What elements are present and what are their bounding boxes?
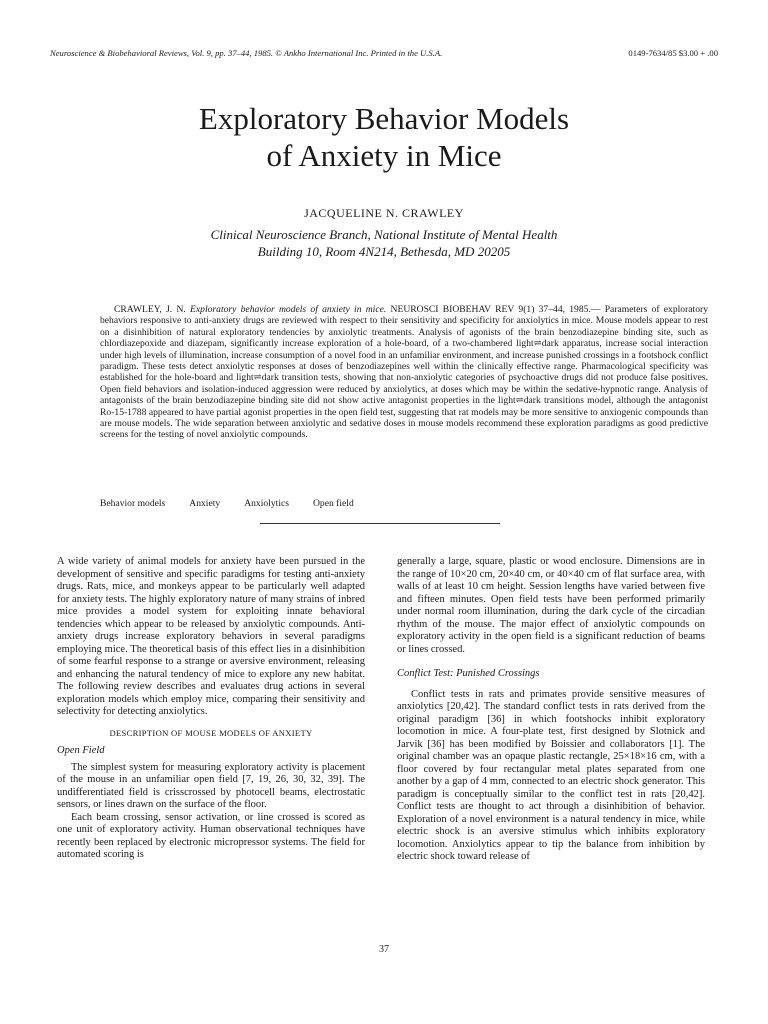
divider-rule (260, 523, 500, 524)
keywords (100, 498, 354, 509)
issn-price: 0149-7634/85 $3.00 + .00 (628, 48, 718, 58)
right-column (397, 556, 705, 864)
abstract (100, 304, 708, 441)
subheading-open-field: Open Field (57, 745, 105, 756)
paragraph: generally a large, square, plastic or wood enclosure. Dimensions are in the range of 10×20 cm, 20×40 cm, or 40×40 cm of flat surface area, with walls of at least 10 cm height. Session lengths have varied between five and fifteen minutes. Open field tests have been performed primarily under normal room illumination, during the dark cycle of the circadian rhythm of the mouse. The major effect of anxiolytic compounds on exploratory activity in the open field is a significant reduction of beams or lines crossed. (397, 556, 705, 655)
title-line-2: of Anxiety in Mice (266, 138, 502, 173)
section-heading: DESCRIPTION OF MOUSE MODELS OF ANXIETY (109, 727, 313, 738)
affiliation (0, 226, 768, 260)
affiliation-line-2: Building 10, Room 4N214, Bethesda, MD 20205 (257, 244, 511, 259)
keyword: Anxiety (189, 498, 221, 509)
paragraph: Each beam crossing, sensor activation, or line crossed is scored as one unit of exploratory activity. Human observational techniques have recently been replaced by electronic micropressor systems. The field for automated scoring is (57, 811, 365, 860)
abstract-citation-title: Exploratory behavior models of anxiety in mice. (190, 304, 387, 315)
abstract-citation-author: CRAWLEY, J. N. (114, 304, 186, 315)
title-line-1: Exploratory Behavior Models (198, 101, 570, 136)
author-name: JACQUELINE N. CRAWLEY (304, 206, 464, 220)
keyword: Behavior models (100, 498, 166, 509)
journal-citation: Neuroscience & Biobehavioral Reviews, Vol. 9, pp. 37–44, 1985. © Ankho International Inc. Printed in the U.S.A. (50, 48, 443, 58)
paper-title (0, 100, 768, 174)
left-column (57, 556, 365, 862)
subheading-conflict-test: Conflict Test: Punished Crossings (397, 668, 540, 679)
keyword: Anxiolytics (244, 498, 289, 509)
affiliation-line-1: Clinical Neuroscience Branch, National Institute of Mental Health (210, 227, 558, 242)
abstract-citation-source: NEUROSCI BIOBEHAV REV 9(1) 37–44, 1985.— (390, 304, 601, 315)
abstract-body: Parameters of exploratory behaviors responsive to anti-anxiety drugs are reviewed with respect to their sensitivity and specificity for anxiolytics in mice. Mouse models appear to rest on a disinhibition of natural exploratory tendencies by anxiolytic treatments. Analysis of agonists of the brain benzodiazepine binding site, such as chlordiazepoxide and diazepam, significantly increase exploration of a hole-board, of a two-chambered light⇌dark apparatus, increase social interaction under high levels of illumination, increase consumption of a novel food in an unfamiliar environment, and increase punished crossings in a footshock conflict paradigm. These tests detect anxiolytic responses at doses of benzodiazepines well within the clinically effective range. Pharmacological specificity was established for the hole-board and light⇌dark transition tests, showing that non-anxiolytic categories of psychoactive drugs did not produce false positives. Open field behaviors and isolation-induced aggression were reduced by anxiolytics, at doses which may be within the sedative-hypnotic range. Analysis of antagonists of the brain benzodiazepine binding site did not show active antagonist properties in the light⇌dark transitions model, although the antagonist Ro-15-1788 appeared to have partial agonist properties in the open field test, suggesting that rat models may be more sensitive to anxiogenic compounds than are mouse models. The wide separation between anxiolytic and sedative doses in mouse models recommend these exploration paradigms as good predictive screens for the testing of novel anxiolytic compounds. (100, 304, 709, 441)
running-header (50, 48, 718, 58)
paragraph: The simplest system for measuring exploratory activity is placement of the mouse in an unfamiliar open field [7, 19, 26, 30, 32, 39]. The undifferentiated field is crisscrossed by photocell beams, electrostatic sensors, or lines drawn on the surface of the floor. (57, 761, 365, 810)
paragraph: Conflict tests in rats and primates provide sensitive measures of anxiolytics [20,42]. The standard conflict tests in rats derived from the original paradigm [36] in which footshocks inhibit exploratory locomotion in mice. A four-plate test, first designed by Slotnick and Jarvik [36] has been modified by Boissier and collaborators [1]. The original chamber was an opaque plastic rectangle, 25×18×16 cm, with a floor covered by four rectangular metal plates separated from one another by a gap of 4 mm, connected to an electric shock generator. This paradigm is conceptually similar to the conflict test in rats [20,42]. Conflict tests are thought to act through a disinhibition of behavior. Exploration of a novel environment is a natural tendency in mice, while electric shock is an aversive stimulus which inhibits exploratory locomotion. Anxiolytics appear to tip the balance from inhibition by electric shock toward release of (397, 688, 705, 862)
intro-paragraph: A wide variety of animal models for anxiety have been pursued in the development of sensitive and specific paradigms for testing anti-anxiety drugs. Rats, mice, and monkeys appear to be particularly well adapted for anxiety tests. The highly exploratory nature of many strains of inbred mice provides a model system for exploiting innate behavioral tendencies which appear to be released by anxiolytic compounds. Anti-anxiety drugs increase exploratory behaviors in several paradigms employing mice. The theoretical basis of this effect lies in a disinhibition of some fearful response to a strange or aversive environment, releasing and enhancing the natural tendency of mice to explore any new habitat. The following review describes and evaluates drug actions in several exploration models which employ mice, comparing their sensitivity and selectivity for detecting anxiolytics. (57, 556, 365, 717)
page-number: 37 (379, 944, 389, 955)
keyword: Open field (312, 498, 354, 509)
